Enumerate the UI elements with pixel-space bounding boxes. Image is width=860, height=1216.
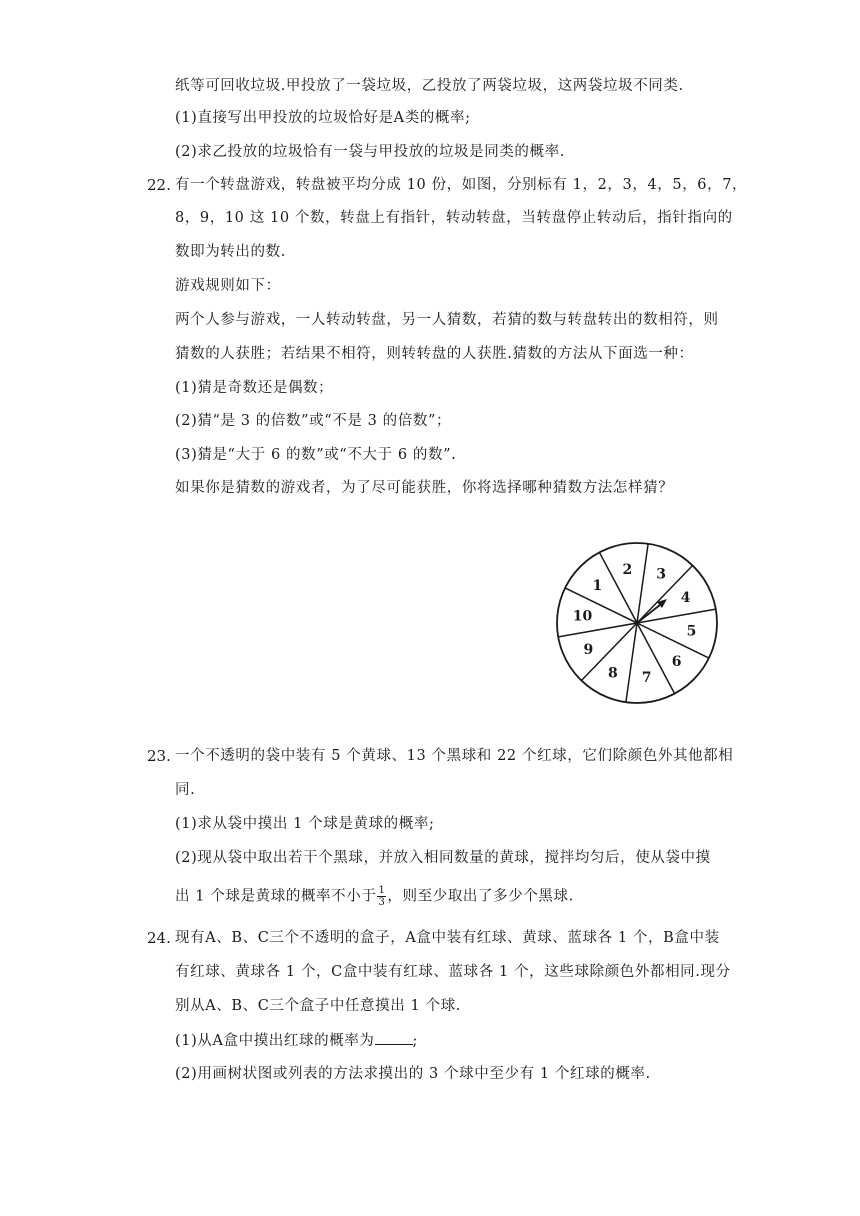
spinner-sector-line	[637, 544, 648, 623]
spinner-label: 4	[680, 590, 691, 607]
q22-option2: (2)猜“是 3 的倍数”或“不是 3 的倍数”；	[175, 413, 452, 429]
spinner-sector-line	[637, 623, 709, 658]
q21-line1: 纸等可回收垃圾.甲投放了一袋垃圾，乙投放了两袋垃圾，这两袋垃圾不同类.	[175, 78, 684, 94]
q24-number: 24.	[147, 929, 171, 947]
q23-line1: 一个不透明的袋中装有 5 个黄球、13 个黑球和 22 个红球，它们除颜色外其他都相	[175, 748, 734, 764]
fraction-denominator: 3	[378, 897, 386, 908]
spinner-sector-line	[626, 623, 637, 702]
q22-number: 22.	[147, 176, 171, 194]
spinner-label: 9	[583, 641, 594, 658]
spinner-label: 1	[592, 577, 603, 594]
q23-part2b-pre: 出 1 个球是黄球的概率不小于	[175, 888, 377, 905]
q21-part2: (2)求乙投放的垃圾恰有一袋与甲投放的垃圾是同类的概率.	[175, 144, 565, 160]
q22-rules-title: 游戏规则如下：	[175, 278, 281, 294]
q22-question: 如果你是猜数的游戏者，为了尽可能获胜，你将选择哪种猜数方法怎样猜？	[175, 480, 674, 496]
q24-line2: 有红球、黄球各 1 个，C盒中装有红球、蓝球各 1 个，这些球除颜色外都相同.现分	[175, 964, 731, 980]
q22-line2: 8，9，10 这 10 个数，转盘上有指针，转动转盘，当转盘停止转动后，指针指向的	[175, 210, 733, 226]
spinner-pointer	[637, 599, 667, 623]
spinner-label: 3	[656, 566, 666, 583]
q24-line3: 别从A、B、C三个盒子中任意摸出 1 个球.	[175, 998, 461, 1014]
q23-line2: 同.	[175, 782, 196, 798]
spinner-label: 2	[622, 561, 633, 578]
spinner-label: 7	[641, 670, 652, 687]
q24-line1: 现有A、B、C三个不透明的盒子，A盒中装有红球、黄球、蓝球各 1 个，B盒中装	[175, 930, 720, 946]
q22-rule2: 猜数的人获胜；若结果不相符，则转转盘的人获胜.猜数的方法从下面选一种：	[175, 346, 694, 362]
spinner-label: 5	[686, 623, 697, 640]
q24-part1	[175, 1030, 418, 1051]
q22-option3: (3)猜是“大于 6 的数”或“不大于 6 的数”.	[175, 447, 457, 463]
q23-part1: (1)求从袋中摸出 1 个球是黄球的概率;	[175, 816, 435, 832]
q22-line1: 有一个转盘游戏，转盘被平均分成 10 份，如图，分别标有 1，2，3，4，5，6，7，	[175, 177, 748, 193]
fraction-numerator: 1	[378, 885, 386, 896]
spinner-label: 8	[608, 665, 618, 682]
one-third-fraction	[377, 885, 386, 908]
q23-part2b-post: ，则至少取出了多少个黑球.	[387, 888, 574, 905]
q21-part1: (1)直接写出甲投放的垃圾恰好是A类的概率;	[175, 110, 471, 126]
q23-part2b	[175, 885, 574, 908]
q22-line3: 数即为转出的数.	[175, 244, 286, 260]
spinner-label: 6	[671, 654, 682, 671]
q23-number: 23.	[147, 747, 171, 765]
q24-part1-pre: (1)从A盒中摸出红球的概率为	[175, 1033, 375, 1049]
q24-part1-post: ;	[412, 1033, 419, 1049]
spinner-label: 10	[572, 608, 593, 625]
q23-part2a: (2)现从袋中取出若干个黑球，并放入相同数量的黄球，搅拌均匀后，使从袋中摸	[175, 850, 711, 866]
spinner-figure	[554, 540, 720, 706]
q22-rule1: 两个人参与游戏，一人转动转盘，另一人猜数，若猜的数与转盘转出的数相符，则	[175, 312, 719, 328]
answer-blank[interactable]	[375, 1030, 413, 1045]
q24-part2: (2)用画树状图或列表的方法求摸出的 3 个球中至少有 1 个红球的概率.	[175, 1066, 651, 1082]
q22-option1: (1)猜是奇数还是偶数；	[175, 380, 334, 396]
